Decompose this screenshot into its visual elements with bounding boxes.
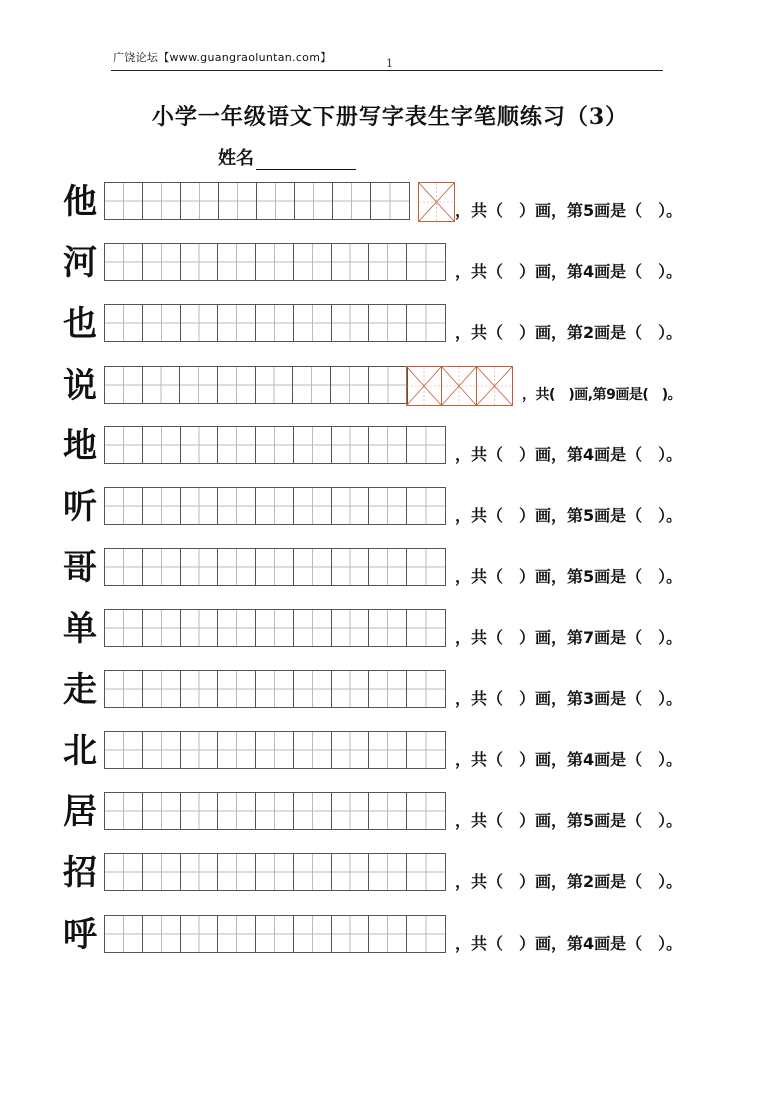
practice-row [0, 853, 780, 893]
grid-cell[interactable] [181, 183, 219, 219]
practice-character: 他 [63, 182, 97, 222]
grid-cell[interactable] [369, 244, 407, 280]
grid-cell[interactable] [407, 549, 445, 585]
grid-cell[interactable] [219, 183, 257, 219]
grid-cell[interactable] [218, 367, 256, 403]
grid-cell[interactable] [181, 854, 219, 890]
grid-cell[interactable] [218, 732, 256, 768]
grid-cell[interactable] [143, 427, 181, 463]
practice-row [0, 487, 780, 527]
stroke-question: ，共（ ）画，第2画是（ ）。 [455, 872, 683, 891]
tian-grid [104, 548, 446, 586]
practice-character: 说 [63, 366, 97, 406]
grid-cell[interactable] [143, 244, 181, 280]
grid-cell[interactable] [105, 488, 143, 524]
grid-cell[interactable] [332, 916, 370, 952]
grid-cell[interactable] [407, 305, 445, 341]
tian-grid [104, 670, 446, 708]
mi-grid [406, 366, 513, 406]
grid-cell[interactable] [294, 854, 332, 890]
grid-cell[interactable] [369, 427, 407, 463]
grid-cell[interactable] [105, 916, 143, 952]
name-field [218, 144, 356, 170]
grid-cell[interactable] [256, 367, 294, 403]
grid-cell[interactable] [369, 488, 407, 524]
grid-cell[interactable] [181, 671, 219, 707]
grid-cell[interactable] [256, 427, 294, 463]
tian-grid [104, 731, 446, 769]
grid-cell[interactable] [256, 610, 294, 646]
grid-cell[interactable] [332, 854, 370, 890]
grid-cell[interactable] [407, 793, 445, 829]
grid-cell[interactable] [181, 732, 219, 768]
grid-cell[interactable] [181, 427, 219, 463]
grid-cell[interactable] [294, 793, 332, 829]
grid-cell[interactable] [407, 244, 445, 280]
practice-character: 北 [63, 731, 97, 771]
practice-row [0, 243, 780, 283]
practice-row [0, 182, 780, 222]
practice-row [0, 548, 780, 588]
practice-row [0, 366, 780, 406]
grid-cell[interactable] [256, 916, 294, 952]
grid-cell[interactable] [294, 610, 332, 646]
practice-row [0, 792, 780, 832]
grid-cell[interactable] [181, 305, 219, 341]
grid-cell[interactable] [294, 305, 332, 341]
grid-cell[interactable] [332, 488, 370, 524]
stroke-question: ，共（ ）画，第5画是（ ）。 [455, 506, 683, 525]
practice-row [0, 304, 780, 344]
stroke-question: ，共（ ）画，第5画是（ ）。 [455, 201, 683, 220]
grid-cell[interactable] [407, 427, 445, 463]
grid-cell[interactable] [369, 732, 407, 768]
grid-cell[interactable] [256, 793, 294, 829]
grid-cell[interactable] [369, 367, 407, 403]
tian-grid [104, 792, 446, 830]
stroke-question: ，共（ ）画，第4画是（ ）。 [455, 445, 683, 464]
grid-cell[interactable] [181, 916, 219, 952]
stroke-question: ，共（ ）画，第3画是（ ）。 [455, 689, 683, 708]
grid-cell[interactable] [371, 183, 409, 219]
grid-cell[interactable] [369, 610, 407, 646]
grid-cell[interactable] [294, 916, 332, 952]
grid-cell[interactable] [256, 244, 294, 280]
grid-cell[interactable] [369, 549, 407, 585]
grid-cell[interactable] [181, 549, 219, 585]
grid-cell[interactable] [332, 671, 370, 707]
practice-row [0, 426, 780, 466]
mi-grid-cell[interactable] [419, 183, 454, 221]
name-label: 姓名 [218, 148, 254, 169]
grid-cell[interactable] [332, 305, 370, 341]
tian-grid [104, 915, 446, 953]
grid-cell[interactable] [332, 732, 370, 768]
name-blank-line[interactable] [256, 151, 356, 170]
grid-cell[interactable] [105, 549, 143, 585]
practice-character: 居 [63, 792, 97, 832]
stroke-question: ，共（ ）画，第2画是（ ）。 [455, 323, 683, 342]
grid-cell[interactable] [333, 183, 371, 219]
practice-character: 河 [63, 243, 97, 283]
practice-row [0, 731, 780, 771]
grid-cell[interactable] [143, 916, 181, 952]
grid-cell[interactable] [143, 183, 181, 219]
grid-cell[interactable] [256, 488, 294, 524]
grid-cell[interactable] [218, 427, 256, 463]
grid-cell[interactable] [218, 488, 256, 524]
stroke-question: ，共（ ）画，第5画是（ ）。 [455, 567, 683, 586]
mi-grid-cell[interactable] [442, 367, 477, 405]
grid-cell[interactable] [407, 488, 445, 524]
grid-cell[interactable] [332, 427, 370, 463]
grid-cell[interactable] [143, 305, 181, 341]
grid-cell[interactable] [332, 610, 370, 646]
grid-cell[interactable] [105, 367, 143, 403]
tian-grid [104, 609, 446, 647]
tian-grid [104, 243, 446, 281]
practice-character: 听 [63, 487, 97, 527]
grid-cell[interactable] [143, 793, 181, 829]
grid-cell[interactable] [143, 610, 181, 646]
stroke-question: ，共（ ）画，第4画是（ ）。 [455, 934, 683, 953]
grid-cell[interactable] [331, 367, 369, 403]
tian-grid [104, 487, 446, 525]
grid-cell[interactable] [143, 488, 181, 524]
grid-cell[interactable] [332, 549, 370, 585]
grid-cell[interactable] [105, 793, 143, 829]
grid-cell[interactable] [256, 854, 294, 890]
tian-grid [104, 853, 446, 891]
tian-grid [104, 366, 408, 404]
grid-cell[interactable] [143, 671, 181, 707]
practice-row [0, 670, 780, 710]
grid-cell[interactable] [369, 854, 407, 890]
grid-cell[interactable] [369, 916, 407, 952]
grid-cell[interactable] [256, 732, 294, 768]
grid-cell[interactable] [218, 793, 256, 829]
grid-cell[interactable] [369, 793, 407, 829]
tian-grid [104, 426, 446, 464]
grid-cell[interactable] [105, 610, 143, 646]
grid-cell[interactable] [294, 427, 332, 463]
grid-cell[interactable] [218, 916, 256, 952]
grid-cell[interactable] [105, 427, 143, 463]
mi-grid [418, 182, 455, 222]
grid-cell[interactable] [369, 305, 407, 341]
grid-cell[interactable] [407, 732, 445, 768]
stroke-question: ，共( )画,第9画是( )。 [522, 387, 682, 403]
grid-cell[interactable] [105, 244, 143, 280]
grid-cell[interactable] [407, 610, 445, 646]
grid-cell[interactable] [180, 367, 218, 403]
grid-cell[interactable] [143, 854, 181, 890]
grid-cell[interactable] [218, 671, 256, 707]
grid-cell[interactable] [332, 793, 370, 829]
tian-grid [104, 304, 446, 342]
mi-grid-cell[interactable] [407, 367, 442, 405]
grid-cell[interactable] [256, 671, 294, 707]
grid-cell[interactable] [105, 305, 143, 341]
grid-cell[interactable] [295, 183, 333, 219]
practice-character: 哥 [63, 548, 97, 588]
grid-cell[interactable] [294, 244, 332, 280]
grid-cell[interactable] [256, 549, 294, 585]
grid-cell[interactable] [218, 854, 256, 890]
grid-cell[interactable] [369, 671, 407, 707]
practice-character: 也 [63, 304, 97, 344]
practice-character: 呼 [63, 915, 97, 955]
tian-grid [104, 182, 410, 220]
stroke-question: ，共（ ）画，第4画是（ ）。 [455, 750, 683, 769]
grid-cell[interactable] [181, 488, 219, 524]
grid-cell[interactable] [218, 610, 256, 646]
grid-cell[interactable] [294, 488, 332, 524]
grid-cell[interactable] [294, 671, 332, 707]
grid-cell[interactable] [256, 305, 294, 341]
grid-cell[interactable] [105, 183, 143, 219]
practice-character: 招 [63, 853, 97, 893]
practice-character: 走 [63, 670, 97, 710]
grid-cell[interactable] [294, 549, 332, 585]
practice-character: 单 [63, 609, 97, 649]
grid-cell[interactable] [181, 244, 219, 280]
grid-cell[interactable] [181, 793, 219, 829]
practice-row [0, 609, 780, 649]
grid-cell[interactable] [105, 671, 143, 707]
grid-cell[interactable] [218, 305, 256, 341]
practice-character: 地 [63, 426, 97, 466]
header-site-text: 广饶论坛【www.guangraoluntan.com】 [113, 51, 332, 64]
grid-cell[interactable] [407, 916, 445, 952]
grid-cell[interactable] [181, 610, 219, 646]
grid-cell[interactable] [218, 549, 256, 585]
grid-cell[interactable] [143, 367, 181, 403]
grid-cell[interactable] [218, 244, 256, 280]
page-number: 1 [386, 57, 393, 70]
stroke-question: ，共（ ）画，第5画是（ ）。 [455, 811, 683, 830]
grid-cell[interactable] [257, 183, 295, 219]
grid-cell[interactable] [332, 244, 370, 280]
grid-cell[interactable] [294, 732, 332, 768]
practice-row [0, 915, 780, 955]
grid-cell[interactable] [407, 671, 445, 707]
header-divider [111, 70, 663, 71]
grid-cell[interactable] [407, 854, 445, 890]
grid-cell[interactable] [105, 854, 143, 890]
grid-cell[interactable] [143, 549, 181, 585]
grid-cell[interactable] [143, 732, 181, 768]
grid-cell[interactable] [105, 732, 143, 768]
grid-cell[interactable] [293, 367, 331, 403]
mi-grid-cell[interactable] [477, 367, 512, 405]
stroke-question: ，共（ ）画，第4画是（ ）。 [455, 262, 683, 281]
page-title: 小学一年级语文下册写字表生字笔顺练习（3） [151, 104, 629, 130]
stroke-question: ，共（ ）画，第7画是（ ）。 [455, 628, 683, 647]
